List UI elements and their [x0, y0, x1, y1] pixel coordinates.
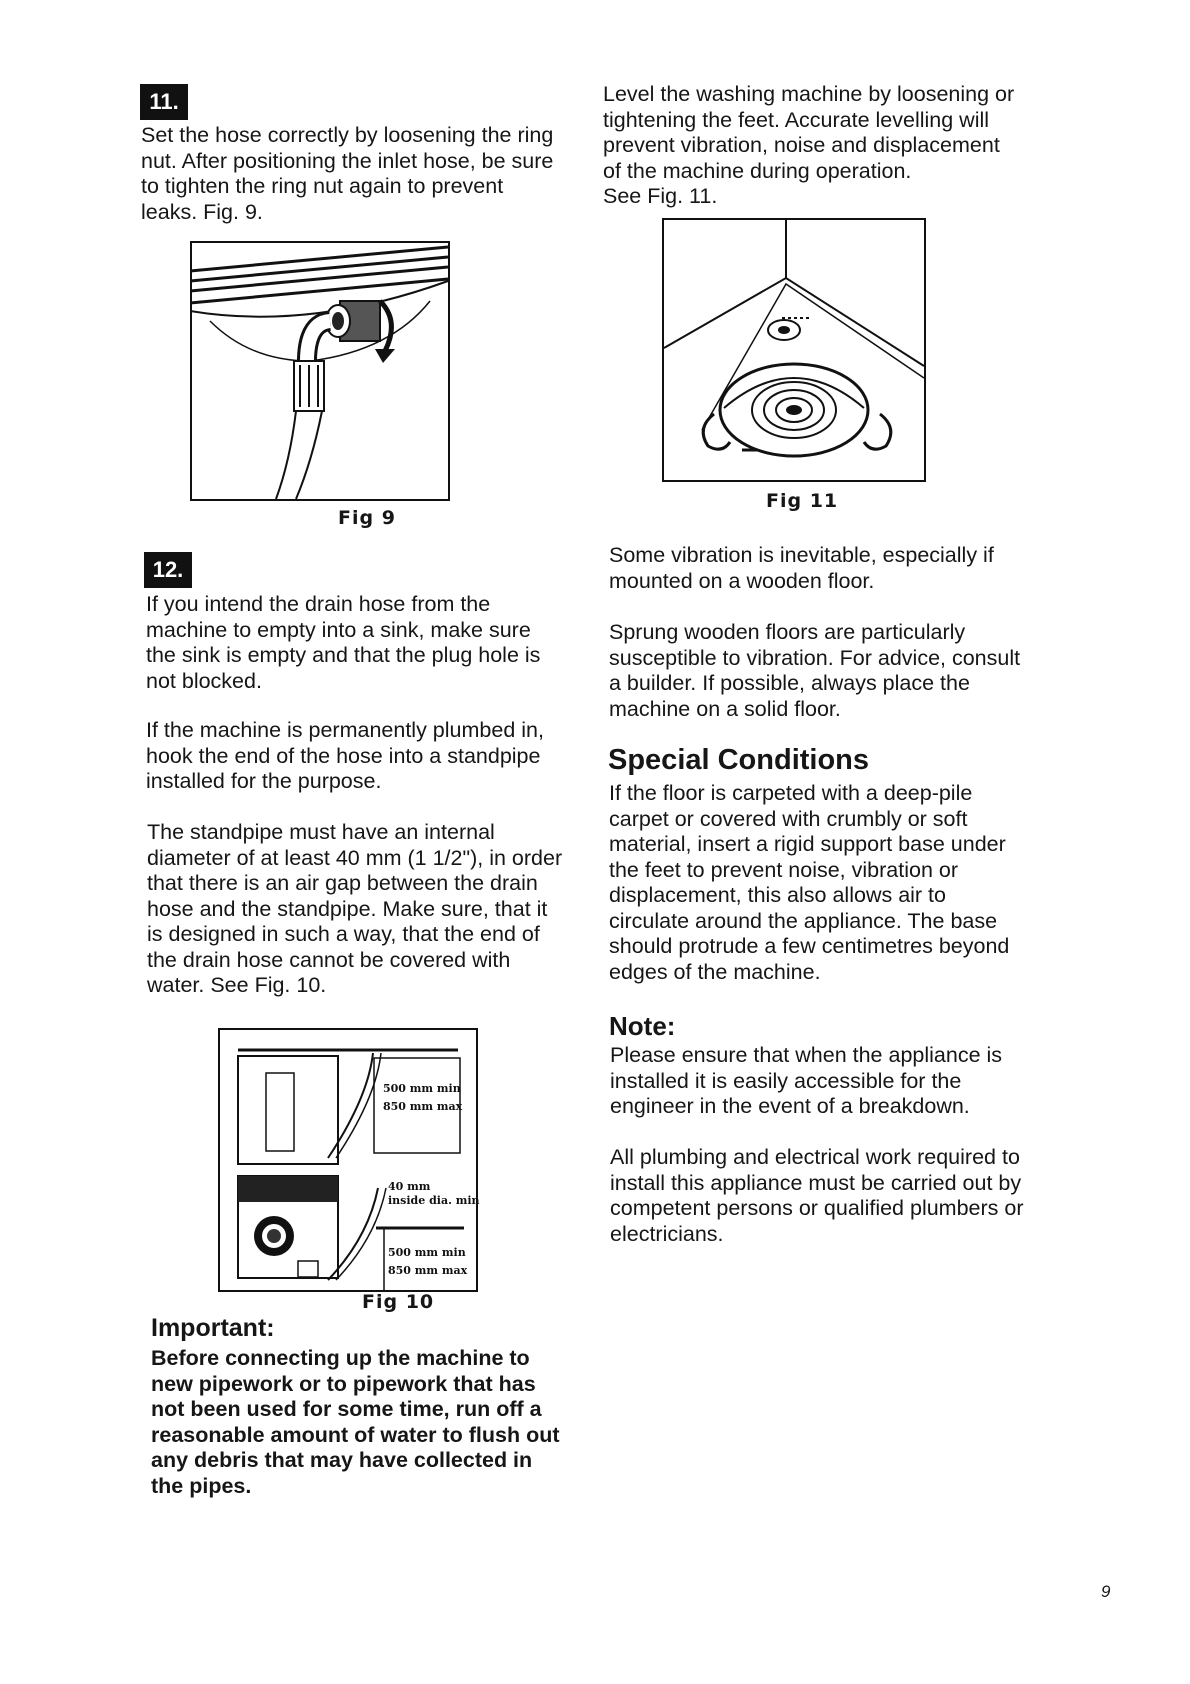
fig-10-caption: Fig 10 [362, 1291, 435, 1313]
step-12-badge: 12. [144, 552, 192, 588]
levelling-text: Level the washing machine by loosening or tightening the feet. Accurate levelling will prevent vibration, noise and displacement of the machine during operation. See Fig. 11. [603, 82, 1015, 208]
vibration-para-1: Some vibration is inevitable, especially if mounted on a wooden floor. [609, 543, 994, 593]
fig-10-bottom-min: 500 mm min [388, 1246, 466, 1259]
note-para-2: All plumbing and electrical work required to install this appliance must be carried out by competent persons or qualified plumbers or electricians. [610, 1145, 1024, 1246]
special-conditions-text: If the floor is carpeted with a deep-pile carpet or covered with crumbly or soft material, insert a rigid support base under the feet to prevent noise, vibration or displacement, this also allows air to circulate around the appliance. The base should protrude a few centimetres beyond edges of the machine. [609, 781, 1010, 984]
fig-10-dia-2: inside dia. min [388, 1194, 480, 1207]
special-conditions-heading: Special Conditions [608, 744, 870, 776]
fig-9-illustration [190, 241, 450, 503]
note-para-1: Please ensure that when the appliance is installed it is easily accessible for the engineer in the event of a breakdown. [610, 1043, 1003, 1118]
fig-9-caption: Fig 9 [338, 507, 396, 529]
fig-10-illustration [218, 1028, 480, 1296]
fig-11-illustration [662, 218, 928, 484]
page-number: 9 [1101, 1582, 1111, 1601]
important-text: Before connecting up the machine to new pipework or to pipework that has not been used for some time, run off a reasonable amount of water to flush out any debris that may have collected in the pipes. [151, 1346, 560, 1498]
fig-10-dia-1: 40 mm [388, 1180, 431, 1193]
note-heading: Note: [609, 1011, 676, 1041]
vibration-para-2: Sprung wooden floors are particularly susceptible to vibration. For advice, consult a builder. If possible, always place the machine on a solid floor. [609, 620, 1021, 721]
step-12-para-3: The standpipe must have an internal diameter of at least 40 mm (1 1/2"), in order that there is an air gap between the drain hose and the standpipe. Make sure, that it is designed in such a way, that the end of the drain hose cannot be covered with water. See Fig. 10. [147, 820, 563, 997]
fig-10-top-max: 850 mm max [383, 1100, 463, 1113]
fig-11-caption: Fig 11 [766, 490, 839, 512]
step-12-para-1: If you intend the drain hose from the machine to empty into a sink, make sure the sink is empty and that the plug hole is not blocked. [146, 592, 541, 693]
fig-10-bottom-max: 850 mm max [388, 1264, 468, 1277]
step-11-text: Set the hose correctly by loosening the ring nut. After positioning the inlet hose, be sure to tighten the ring nut again to prevent leaks. Fig. 9. [141, 123, 554, 224]
step-11-badge: 11. [140, 84, 188, 120]
step-12-para-2: If the machine is permanently plumbed in, hook the end of the hose into a standpipe installed for the purpose. [146, 718, 544, 793]
fig-10-top-min: 500 mm min [383, 1082, 461, 1095]
important-heading: Important: [151, 1314, 275, 1342]
